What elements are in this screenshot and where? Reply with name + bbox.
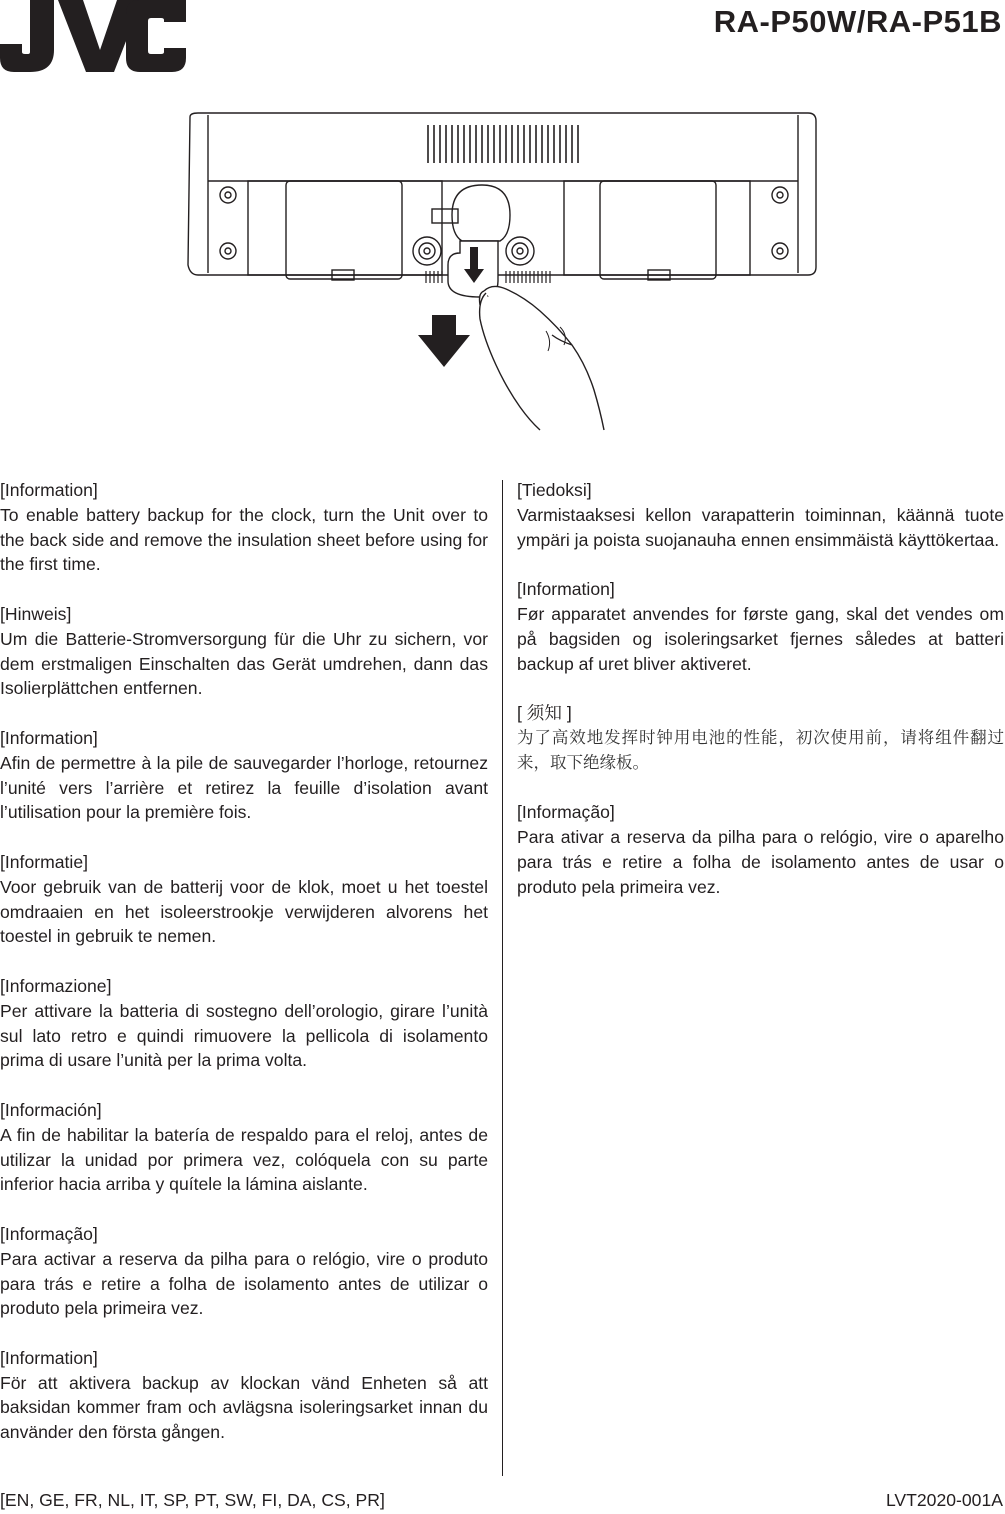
hand-icon	[480, 286, 605, 430]
section-danish	[517, 577, 1004, 676]
section-heading: [Information]	[0, 727, 98, 748]
model-number: RA-P50W/RA-P51B	[713, 4, 1002, 39]
section-italian	[0, 974, 488, 1073]
section-body: Para activar a reserva da pilha para o relógio, vire o produto para trás e retire a folha de isolamento antes de utilizar o produto pela primeira vez.	[0, 1248, 488, 1319]
section-body: Varmistaaksesi kellon varapatterin toiminnan, käännä tuote ympäri ja poista suojanauha ennen ensimmäistä käyttökertaa.	[517, 504, 1004, 550]
unit-illustration	[180, 105, 830, 435]
section-french	[0, 726, 488, 825]
jvc-logo	[0, 0, 186, 72]
section-body: Per attivare la batteria di sostegno dell’orologio, girare l’unità sul lato retro e quindi rimuovere la pellicola di isolamento prima di usare l’unità per la prima volta.	[0, 1000, 488, 1071]
section-heading: [ 须知 ]	[517, 703, 572, 724]
section-body: Um die Batterie-Stromversorgung für die Uhr zu sichern, vor dem erstmaligen Einschalten das Gerät umdrehen, dann das Isolierplättchen entfernen.	[0, 628, 488, 699]
right-column	[517, 478, 1004, 924]
section-finnish	[517, 478, 1004, 552]
section-brazilian-portuguese	[517, 800, 1004, 899]
section-heading: [Información]	[0, 1099, 102, 1120]
section-dutch	[0, 850, 488, 949]
section-english	[0, 478, 488, 577]
section-body: För att aktivera backup av klockan vänd Enheten så att baksidan kommer fram och avlägsna isoleringsarket innan du använder den första gången.	[0, 1372, 488, 1443]
left-column	[0, 478, 488, 1470]
section-heading: [Informação]	[517, 802, 615, 823]
section-body: Afin de permettre à la pile de sauvegarder l’horloge, retournez l’unité vers l’arrière et retirez la feuille d’isolation avant l’utilisation pour la première fois.	[0, 752, 488, 823]
section-heading: [Informação]	[0, 1223, 98, 1244]
footer-document-code: LVT2020-001A	[885, 1490, 1003, 1510]
column-divider	[502, 480, 503, 1476]
section-body: Før apparatet anvendes for første gang, skal det vendes om på bagsiden og isoleringsarket fjernes således at batteri backup af uret bliver aktiveret.	[517, 603, 1004, 674]
section-swedish	[0, 1346, 488, 1445]
section-body: Para ativar a reserva da pilha para o relógio, vire o aparelho para trás e retire a folha de isolamento antes de usar o produto pela primeira vez.	[517, 827, 1004, 897]
section-heading: [Tiedoksi]	[517, 480, 592, 500]
section-spanish	[0, 1098, 488, 1197]
section-heading: [Informazione]	[0, 975, 112, 996]
section-heading: [Hinweis]	[0, 603, 72, 624]
section-heading: [Information]	[517, 579, 615, 600]
section-body: A fin de habilitar la batería de respaldo para el reloj, antes de utilizar la unidad por primera vez, colóquela con su parte inferior hacia arriba y quítele la lámina aislante.	[0, 1124, 488, 1195]
footer-languages: [EN, GE, FR, NL, IT, SP, PT, SW, FI, DA, CS, PR]	[0, 1490, 385, 1510]
section-body: 为了高效地发挥时钟用电池的性能，初次使用前，请将组件翻过来，取下绝缘板。	[517, 727, 1004, 772]
section-body: To enable battery backup for the clock, turn the Unit over to the back side and remove the insulation sheet before using for the first time.	[0, 504, 488, 575]
section-heading: [Informatie]	[0, 851, 89, 872]
section-chinese	[517, 701, 1004, 775]
section-german	[0, 602, 488, 701]
down-arrow-icon	[418, 315, 470, 367]
section-heading: [Information]	[0, 1347, 98, 1368]
section-portuguese	[0, 1222, 488, 1321]
section-heading: [Information]	[0, 480, 98, 500]
section-body: Voor gebruik van de batterij voor de klok, moet u het toestel omdraaien en het isoleerstrookje verwijderen alvorens het toestel in gebruik te nemen.	[0, 876, 488, 947]
